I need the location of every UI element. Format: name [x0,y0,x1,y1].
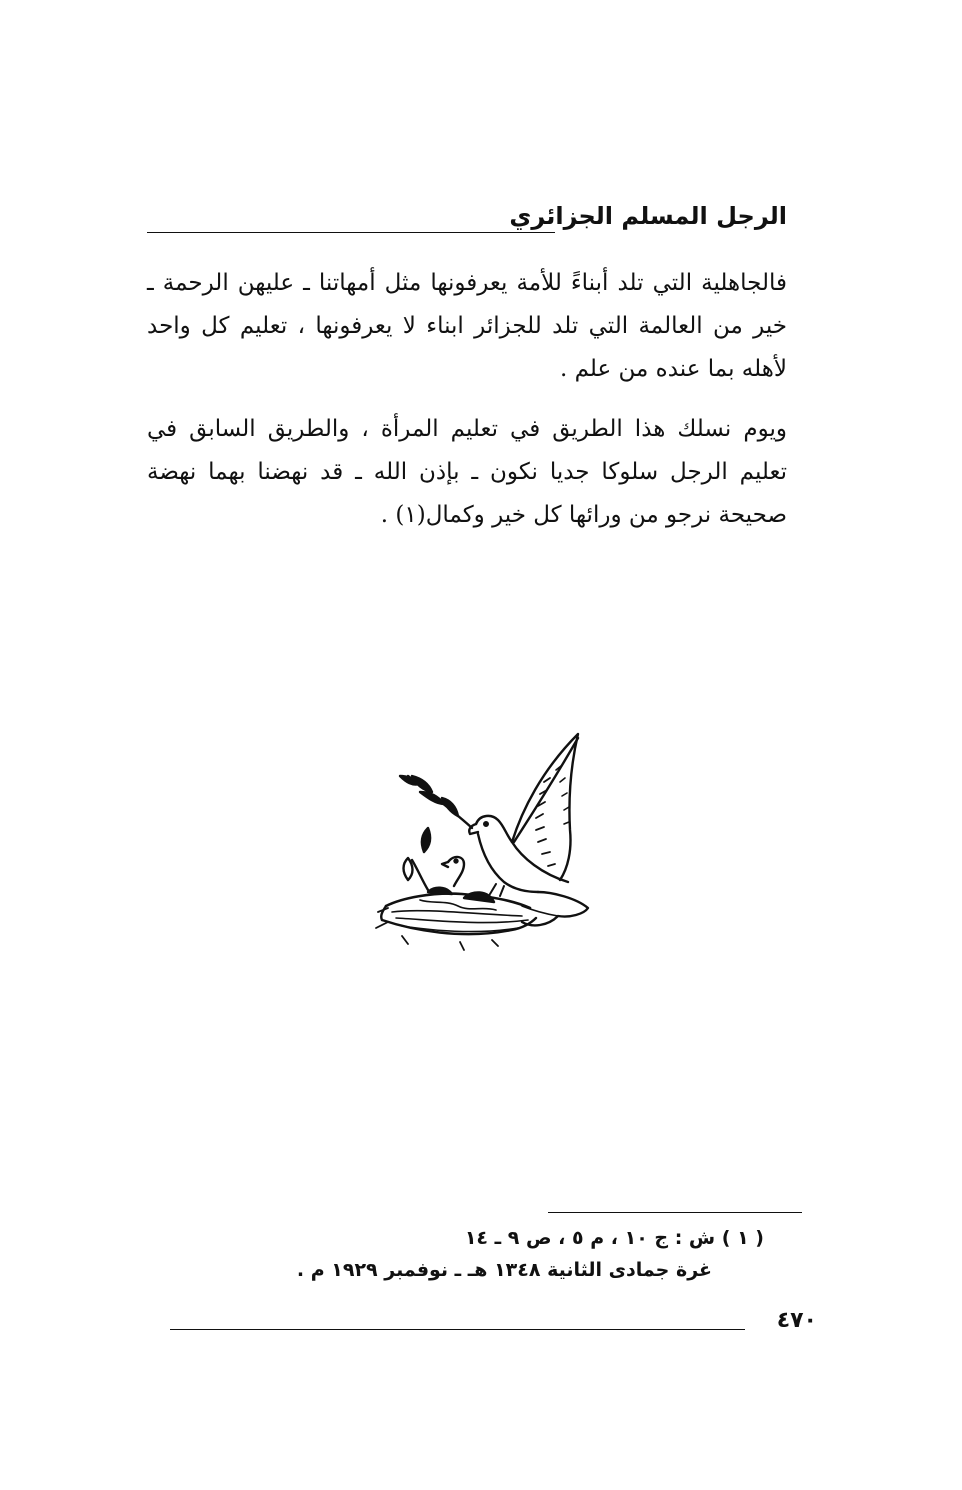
footnotes [184,1222,764,1286]
paragraph [147,408,787,537]
text-line: ويوم نسلك هذا الطريق في تعليم المرأة ، والطريق السابق في [147,416,787,442]
text-line: خير من العالمة التي تلد للجزائر ابناء لا يعرفونها ، تعليم كل واحد [147,313,787,339]
text-line: صحيحة نرجو من ورائها كل خير وكمال(١) . [380,502,787,528]
paragraph [147,262,787,391]
text-line: تعليم الرجل سلوكا جديا نكون ـ بإذن الله ـ قد نهضنا بهما نهضة [147,459,787,485]
body-text [147,262,787,537]
page-number: ٤٧٠ [776,1308,817,1333]
running-head-rule [147,232,555,233]
running-head [147,198,787,238]
dove-with-olive-branch-over-nest-icon [372,730,600,952]
footnote-rule [548,1212,802,1213]
page-number-rule [170,1329,745,1330]
footnote-line: ( ١ ) ش : ج ١٠ ، م ٥ ، ص ٩ ـ ١٤ [464,1227,764,1249]
running-head-title: الرجل المسلم الجزائري [509,202,787,230]
footnote-line: غرة جمادى الثانية ١٣٤٨ هـ ـ نوفمبر ١٩٢٩ م . [296,1259,712,1281]
text-line: فالجاهلية التي تلد أبناءً للأمة يعرفونها مثل أمهاتنا ـ عليهن الرحمة ـ [147,270,787,296]
text-line: لأهله بما عنده من علم . [559,356,787,382]
